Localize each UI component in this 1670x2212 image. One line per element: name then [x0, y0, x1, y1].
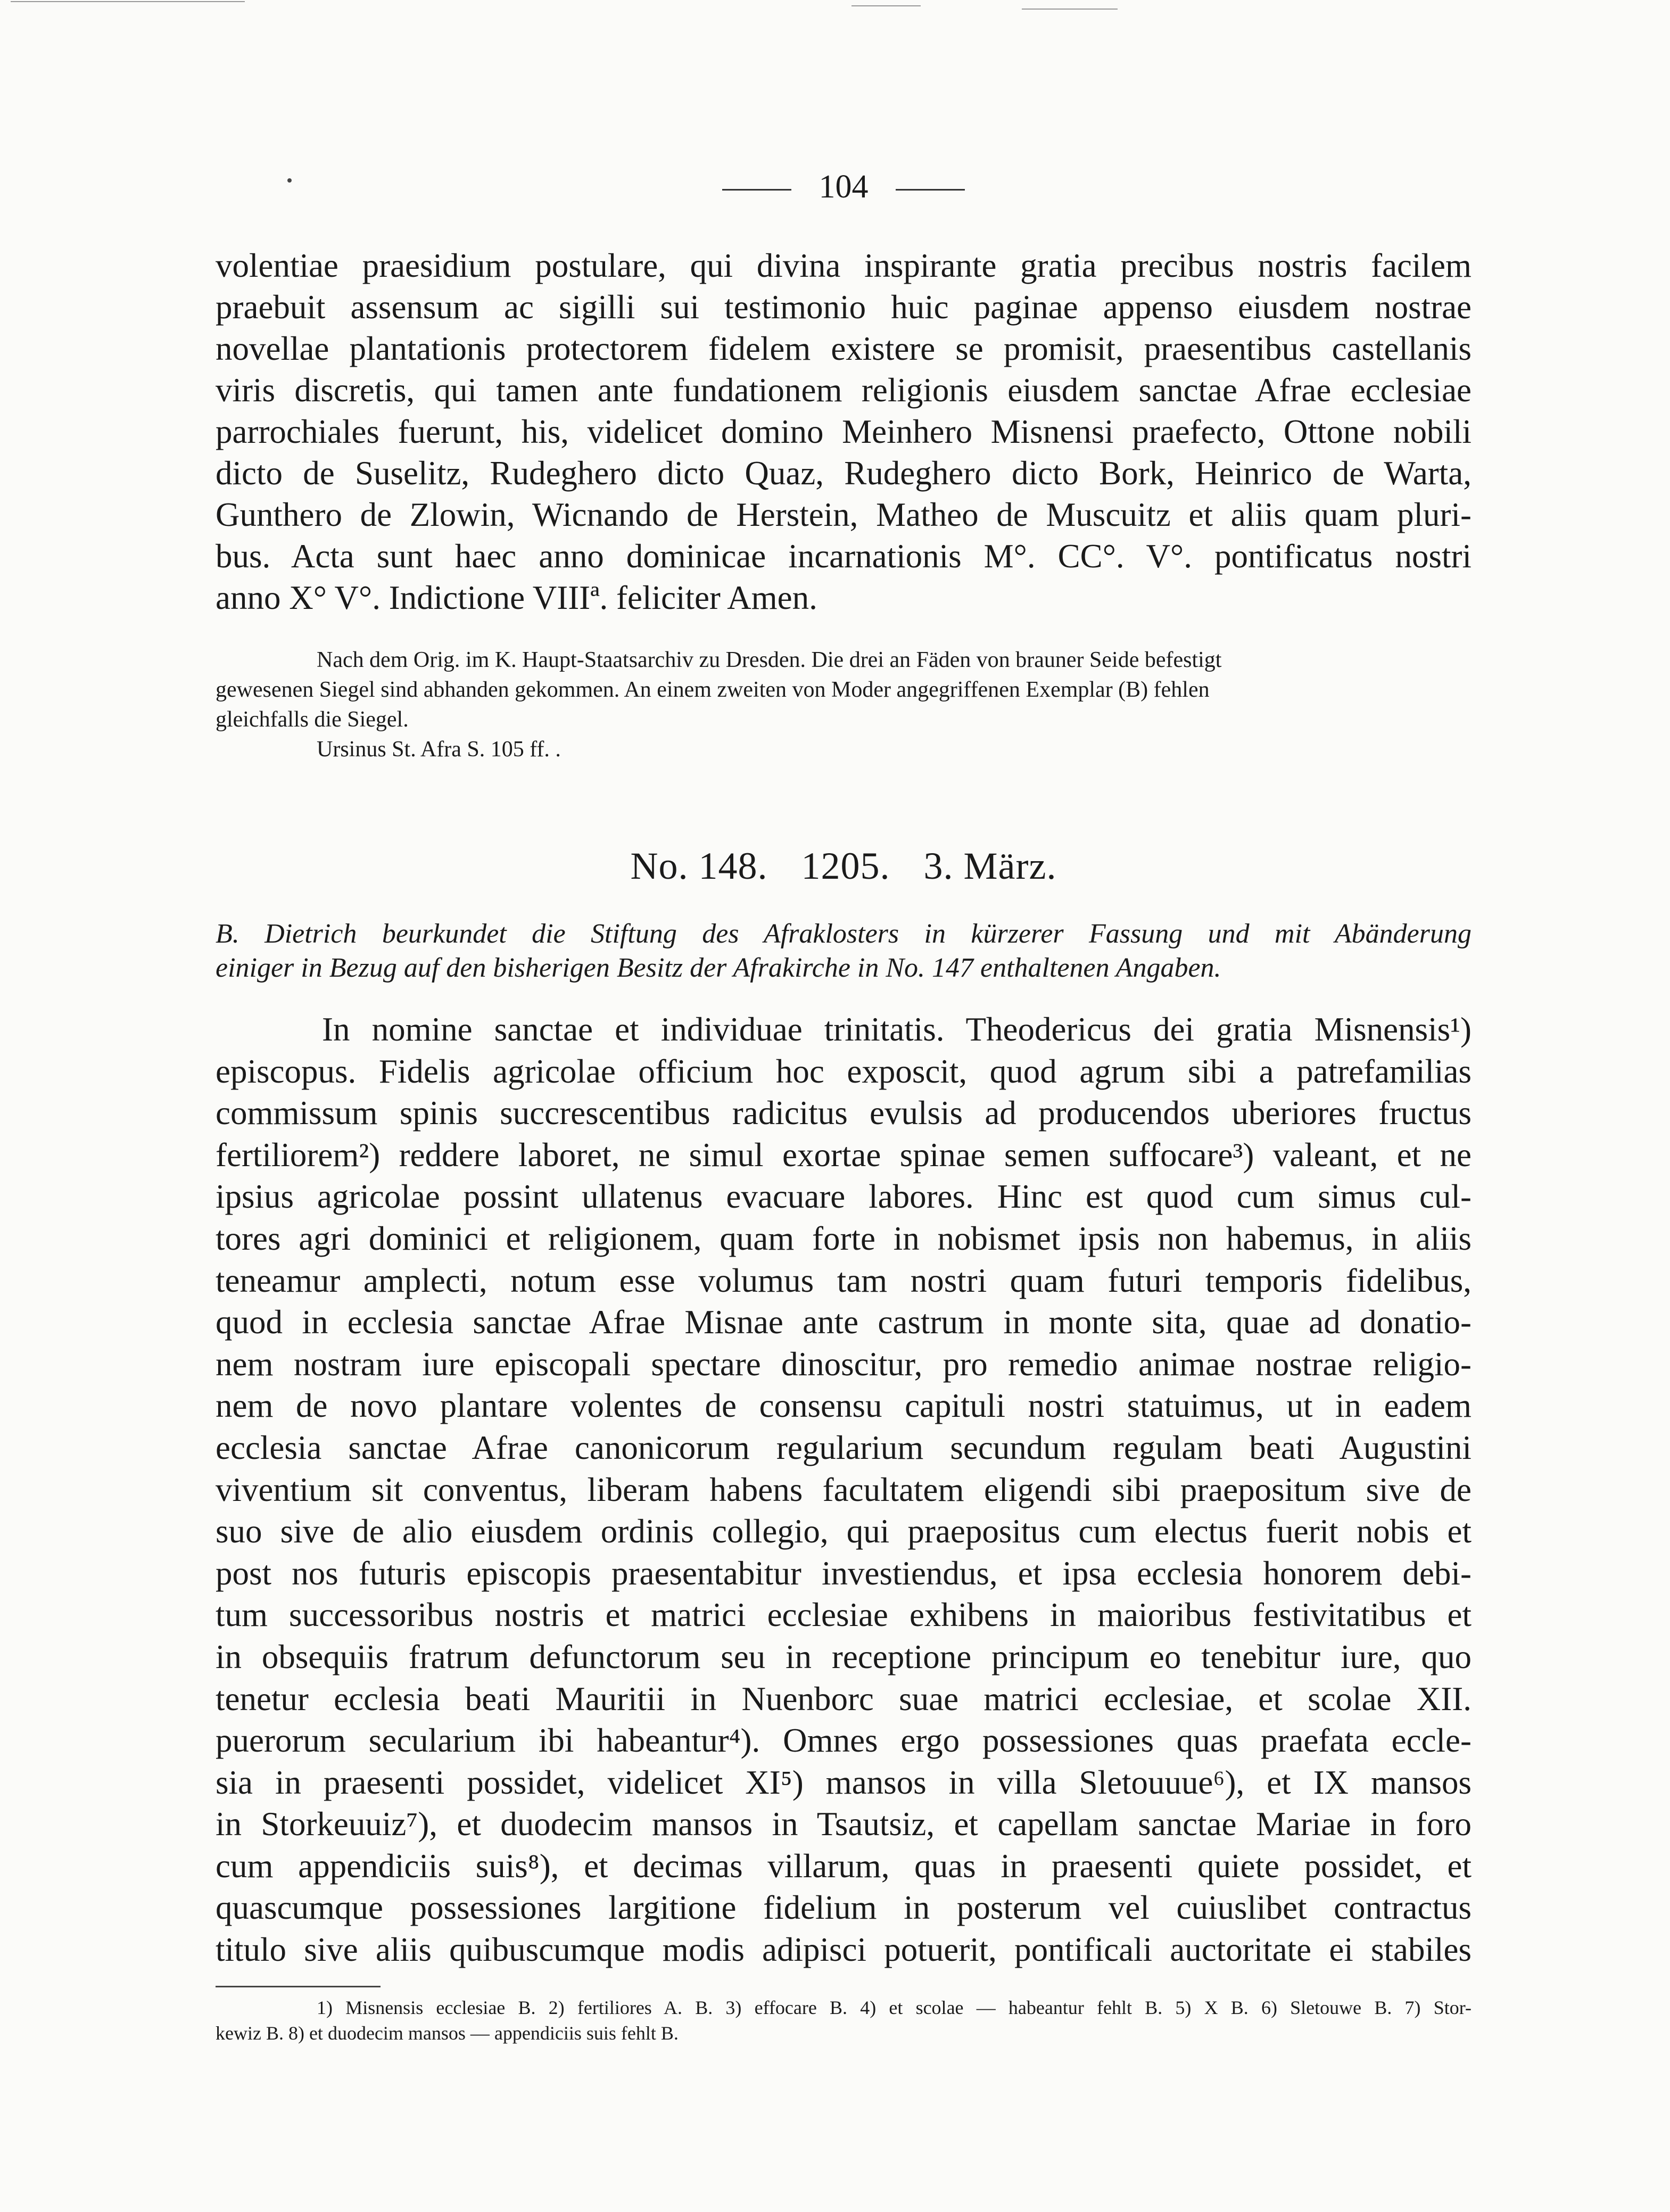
regest-line: B. Dietrich beurkundet die Stiftung des Afraklosters in kürzerer Fassung und mit Abänderung — [216, 919, 1471, 949]
scan-artifact — [287, 178, 292, 183]
text-line: volentiae praesidium postulare, qui divina inspirante gratia precibus nostris facilem — [216, 247, 1471, 284]
footnotes — [216, 1995, 1471, 2046]
source-note-line: gleichfalls die Siegel. — [216, 707, 409, 732]
charter-line: tum successoribus nostris et matrici ecclesiae exhibens in maioribus festivitatibus et — [216, 1596, 1471, 1634]
charter-line: quod in ecclesia sanctae Afrae Misnae ante castrum in monte sita, quae ad donatio- — [216, 1303, 1471, 1341]
page-number-dash-left — [722, 189, 791, 191]
scan-artifact — [851, 5, 921, 6]
charter-line: fertiliorem²) reddere laboret, ne simul exortae spinae semen suffocare³) valeant, et ne — [216, 1136, 1471, 1174]
charter-line: titulo sive aliis quibuscumque modis adipisci potuerit, pontificali auctoritate ei stabiles — [216, 1931, 1471, 1969]
footnote-rule — [216, 1986, 381, 1987]
document-date: 3. März. — [923, 845, 1057, 887]
charter-line: nem nostram iure episcopali spectare dinoscitur, pro remedio animae nostrae religio- — [216, 1345, 1471, 1383]
text-line: dicto de Suselitz, Rudeghero dicto Quaz, Rudeghero dicto Bork, Heinrico de Warta, — [216, 455, 1471, 492]
charter-line: post nos futuris episcopis praesentabitur investiendus, et ipsa ecclesia honorem debi- — [216, 1554, 1471, 1592]
charter-line: sia in praesenti possidet, videlicet XI⁵) mansos in villa Sletouuue⁶), et IX mansos — [216, 1763, 1471, 1801]
footnote-line: 1) Misnensis ecclesiae B. 2) fertiliores A. B. 3) effocare B. 4) et scolae — habeantur fehlt B. 5) X B. 6) Sletouwe B. 7) Stor- — [317, 1996, 1471, 2018]
charter-line: ecclesia sanctae Afrae canonicorum regularium secundum regulam beati Augustini — [216, 1429, 1471, 1466]
source-note-line: gewesenen Siegel sind abhanden gekommen. An einem zweiten von Moder angegriffenen Exemplar (B) fehlen — [216, 678, 1210, 702]
charter-line: nem de novo plantare volentes de consensu capituli nostri statuimus, ut in eadem — [216, 1387, 1471, 1425]
footnote-line: kewiz B. 8) et duodecim mansos — appendiciis suis fehlt B. — [216, 2022, 679, 2044]
document-heading — [216, 844, 1471, 888]
source-note-line: Ursinus St. Afra S. 105 ff. . — [317, 737, 561, 762]
source-note-line: Nach dem Orig. im K. Haupt-Staatsarchiv zu Dresden. Die drei an Fäden von brauner Seide befestigt — [317, 648, 1222, 672]
charter-line: puerorum secularium ibi habeantur⁴). Omnes ergo possessiones quas praefata eccle- — [216, 1722, 1471, 1760]
charter-line: teneamur amplecti, notum esse volumus tam nostri quam futuri temporis fidelibus, — [216, 1261, 1471, 1299]
charter-line: episcopus. Fidelis agricolae officium hoc exposcit, quod agrum sibi a patrefamilias — [216, 1052, 1471, 1090]
text-line: novellae plantationis protectorem fidelem existere se promisit, praesentibus castellanis — [216, 330, 1471, 367]
page-number-text: 104 — [819, 169, 869, 205]
text-line: parrochiales fuerunt, his, videlicet domino Meinhero Misnensi praefecto, Ottone nobili — [216, 413, 1471, 450]
scan-artifact — [11, 1, 245, 2]
charter-line: suo sive de alio eiusdem ordinis collegio, qui praepositus cum electus fuerit nobis et — [216, 1513, 1471, 1550]
charter-line: in obsequiis fratrum defunctorum seu in receptione principum eo tenebitur iure, quo — [216, 1638, 1471, 1675]
source-notes — [216, 645, 1471, 764]
page-number — [216, 170, 1471, 203]
text-line: anno X° V°. Indictione VIIIª. feliciter Amen. — [216, 579, 817, 616]
charter-line: cum appendiciis suis⁸), et decimas villarum, quas in praesenti quiete possidet, et — [216, 1847, 1471, 1885]
text-line: bus. Acta sunt haec anno dominicae incarnationis M°. CC°. V°. pontificatus nostri — [216, 538, 1471, 575]
text-line: praebuit assensum ac sigilli sui testimonio huic paginae appenso eiusdem nostrae — [216, 288, 1471, 326]
charter-line: viventium sit conventus, liberam habens facultatem eligendi sibi praepositum sive de — [216, 1471, 1471, 1508]
charter-line: ipsius agricolae possint ullatenus evacuare labores. Hinc est quod cum simus cul- — [216, 1178, 1471, 1216]
text-line: viris discretis, qui tamen ante fundationem religionis eiusdem sanctae Afrae ecclesiae — [216, 372, 1471, 409]
document-number: No. 148. — [630, 845, 768, 887]
regest-line: einiger in Bezug auf den bisherigen Besitz der Afrakirche in No. 147 enthaltenen Angaben. — [216, 953, 1221, 983]
charter-line: In nomine sanctae et individuae trinitatis. Theodericus dei gratia Misnensis¹) — [322, 1011, 1471, 1048]
scan-artifact — [1022, 9, 1118, 10]
charter-line: quascumque possessiones largitione fidelium in posterum vel cuiuslibet contractus — [216, 1889, 1471, 1927]
text-line: Gunthero de Zlowin, Wicnando de Herstein, Matheo de Muscuitz et aliis quam pluri- — [216, 496, 1471, 533]
charter-line: commissum spinis succrescentibus radicitus evulsis ad producendos uberiores fructus — [216, 1094, 1471, 1132]
continuation-text — [216, 245, 1471, 618]
charter-text — [216, 1009, 1471, 1971]
document-page — [216, 170, 1471, 2046]
regest — [216, 917, 1471, 985]
charter-line: tenetur ecclesia beati Mauritii in Nuenborc suae matrici ecclesiae, et scolae XII. — [216, 1680, 1471, 1718]
charter-line: in Storkeuuiz⁷), et duodecim mansos in Tsautsiz, et capellam sanctae Mariae in foro — [216, 1805, 1471, 1843]
page-number-dash-right — [896, 189, 965, 191]
document-year: 1205. — [801, 845, 890, 887]
charter-line: tores agri dominici et religionem, quam forte in nobismet ipsis non habemus, in aliis — [216, 1219, 1471, 1257]
